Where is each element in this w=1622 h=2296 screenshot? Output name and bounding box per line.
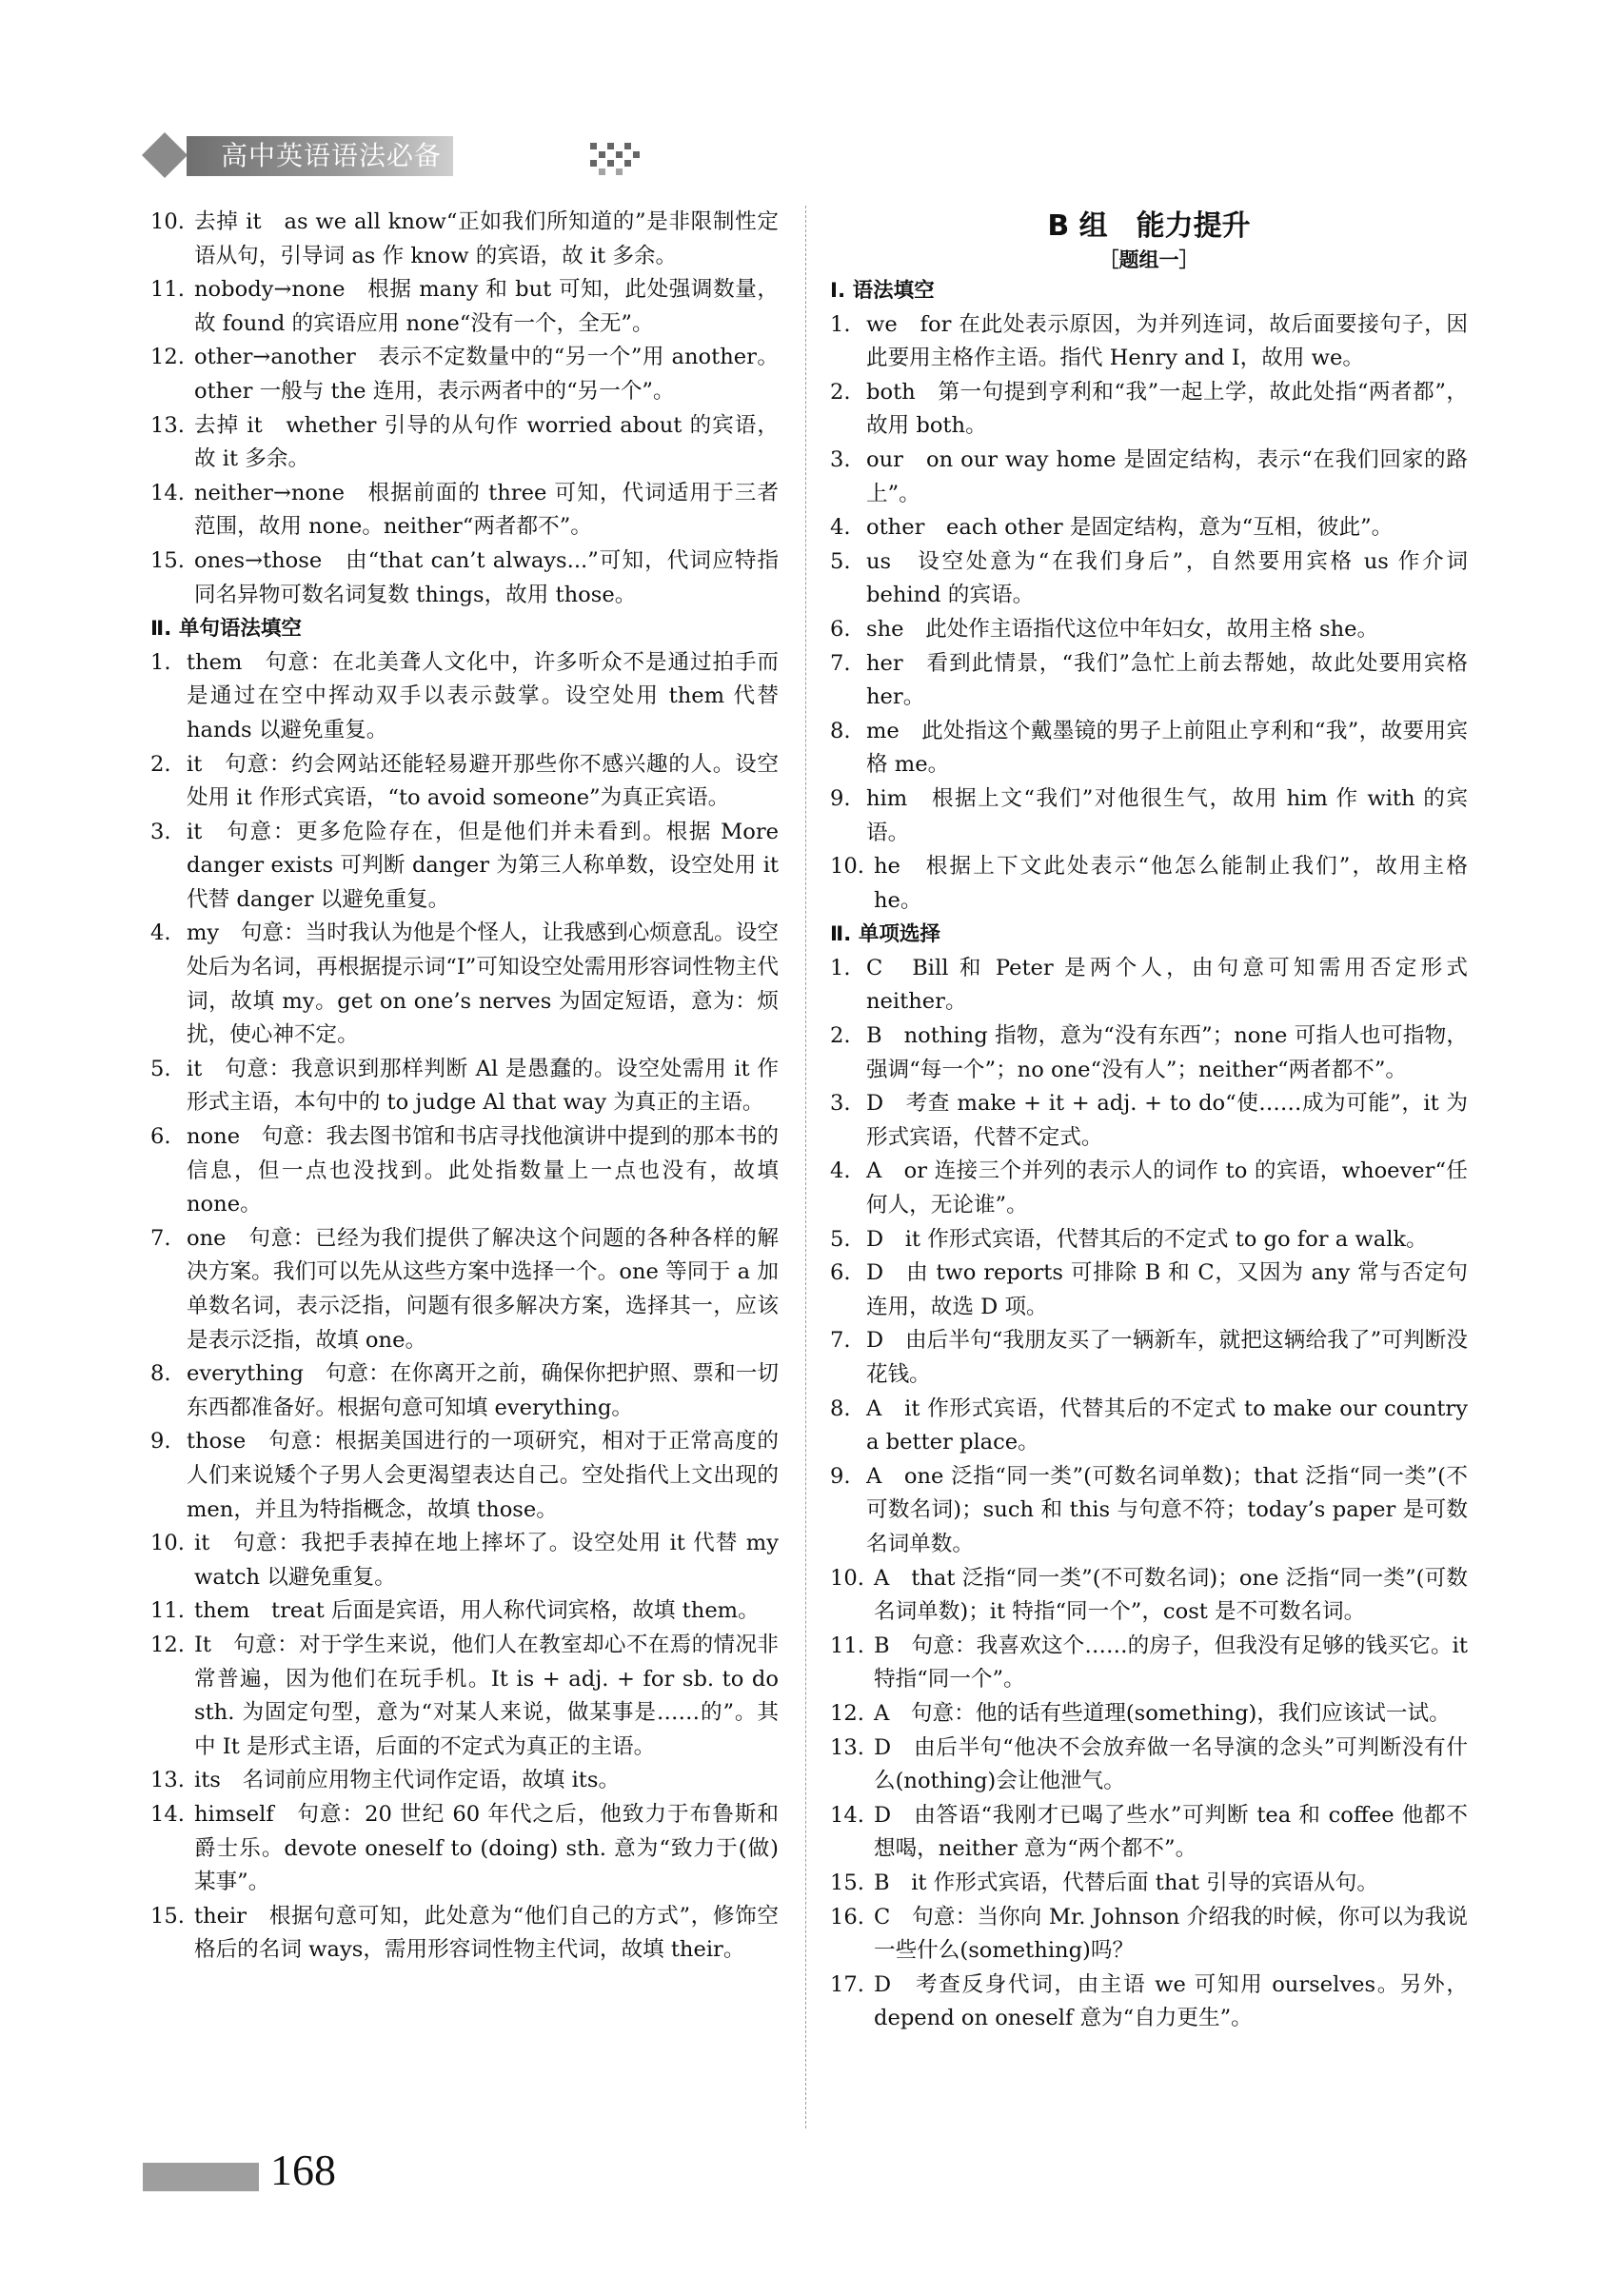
item-number: 4.	[830, 1158, 851, 1184]
answer-item	[830, 1799, 1468, 1867]
item-number: 2.	[830, 379, 851, 405]
item-number: 11.	[150, 277, 185, 303]
page-number: 168	[270, 2146, 336, 2194]
item-number: 7.	[150, 1225, 171, 1251]
answer-item	[150, 544, 779, 612]
item-text: neither→none 根据前面的 three 可知，代词适用于三者范围，故用 none。neither“两者都不”。	[194, 480, 779, 540]
item-text: both 第一句提到亨利和“我”一起上学，故此处指“两者都”，故用 both。	[866, 379, 1468, 439]
item-text: those 句意：根据美国进行的一项研究，相对于正常高度的人们来说矮个子男人会更渴望表达自己。空处指代上文出现的 men，并且为特指概念，故填 those。	[187, 1429, 779, 1522]
item-text: my 句意：当时我认为他是个怪人，让我感到心烦意乱。设空处后为名词，再根据提示词“I”可知设空处需用形容词性物主代词，故填 my。get on one’s nerves 为固定短语，意为：烦扰，使心神不定。	[187, 920, 779, 1048]
item-text: other each other 是固定结构，意为“互相，彼此”。	[866, 515, 1394, 541]
item-text: she 此处作主语指代这位中年妇女，故用主格 she。	[866, 616, 1379, 642]
item-text: their 根据句意可知，此处意为“他们自己的方式”，修饰空格后的名词 ways，需用形容词性物主代词，故填 their。	[194, 1903, 779, 1963]
group-subtitle: ［题组一］	[1098, 247, 1199, 271]
answer-item	[830, 1019, 1468, 1087]
item-number: 3.	[150, 819, 171, 844]
book-title: 高中英语语法必备	[221, 140, 443, 171]
item-number: 10.	[150, 1531, 185, 1556]
item-text: we for 在此处表示原因，为并列连词，故后面要接句子，因此要用主格作主语。指代 Henry and I，故用 we。	[866, 311, 1468, 371]
item-text: C 句意：当你向 Mr. Johnson 介绍我的时候，你可以为我说一些什么(something)吗？	[874, 1904, 1468, 1964]
item-number: 7.	[830, 1328, 851, 1354]
item-number: 10.	[830, 1565, 864, 1591]
footer-bar	[143, 2163, 259, 2191]
checker-pattern-icon	[590, 139, 647, 173]
answer-item	[830, 1257, 1468, 1324]
answer-item	[150, 1120, 779, 1222]
column-divider	[805, 206, 806, 2128]
answer-item	[830, 511, 1468, 545]
item-number: 8.	[830, 718, 851, 743]
item-number: 15.	[830, 1870, 864, 1895]
answer-item	[150, 1900, 779, 1968]
item-number: 13.	[150, 1768, 185, 1793]
section-heading-multiple-choice: Ⅱ. 单项选择	[830, 922, 940, 947]
answer-item	[150, 748, 779, 816]
item-text: our on our way home 是固定结构，表示“在我们回家的路上”。	[866, 446, 1468, 506]
answer-list-d	[830, 952, 1468, 2036]
answer-list-c	[830, 308, 1468, 919]
answer-item	[830, 1155, 1468, 1222]
item-number: 12.	[830, 1700, 864, 1726]
item-number: 4.	[830, 515, 851, 541]
item-number: 4.	[150, 920, 171, 946]
answer-item	[830, 1562, 1468, 1630]
item-number: 3.	[830, 1091, 851, 1117]
item-text: him 根据上文“我们”对他很生气，故用 him 作 with 的宾语。	[866, 785, 1468, 845]
item-text: it 句意：我把手表掉在地上摔坏了。设空处用 it 代替 my watch 以避免重复。	[194, 1531, 779, 1590]
item-text: A that 泛指“同一类”(不可数名词)；one 泛指“同一类”(可数名词单数)；it 特指“同一个”，cost 是不可数名词。	[874, 1565, 1468, 1625]
diamond-icon	[142, 132, 188, 178]
item-number: 6.	[150, 1124, 171, 1150]
item-number: 8.	[150, 1361, 171, 1387]
item-number: 14.	[150, 1801, 185, 1827]
answer-list-b	[150, 646, 779, 1968]
answer-item	[150, 273, 779, 341]
answer-item	[830, 647, 1468, 715]
item-number: 11.	[150, 1598, 185, 1624]
item-number: 1.	[150, 649, 171, 675]
item-number: 1.	[830, 955, 851, 980]
answer-item	[150, 1527, 779, 1594]
item-text: B 句意：我喜欢这个……的房子，但我没有足够的钱买它。it 特指“同一个”。	[874, 1633, 1468, 1692]
item-number: 10.	[150, 209, 185, 234]
answer-item	[150, 816, 779, 918]
item-text: them treat 后面是宾语，用人称代词宾格，故填 them。	[194, 1598, 760, 1624]
item-text: 去掉 it whether 引导的从句作 worried about 的宾语，故 it 多余。	[194, 412, 779, 472]
item-text: It 句意：对于学生来说，他们人在教室却心不在焉的情况非常普遍，因为他们在玩手机。It is + adj. + for sb. to do sth. 为固定句型，意为“对某人来说，做某事是……的”。其中 It 是形式主语，后面的不定式为真正的主语。	[194, 1632, 779, 1759]
item-text: none 句意：我去图书馆和书店寻找他演讲中提到的那本书的信息，但一点也没找到。此处指数量上一点也没有，故填 none。	[187, 1124, 779, 1217]
answer-item	[830, 1630, 1468, 1697]
item-text: one 句意：已经为我们提供了解决这个问题的各种各样的解决方案。我们可以先从这些方案中选择一个。one 等同于 a 加单数名词，表示泛指，问题有很多解决方案，选择其一，应该是表示泛指，故填 one。	[187, 1225, 779, 1353]
section-heading-grammar-fill: Ⅰ. 语法填空	[830, 279, 935, 303]
item-number: 2.	[150, 751, 171, 777]
answer-item	[830, 376, 1468, 444]
item-text: ones→those 由“that can’t always...”可知，代词应特指同名异物可数名词复数 things，故用 those。	[194, 547, 779, 607]
answer-item	[830, 952, 1468, 1019]
item-number: 15.	[150, 1903, 185, 1929]
answer-item	[150, 1425, 779, 1527]
answer-item	[830, 1697, 1468, 1732]
item-text: them 句意：在北美聋人文化中，许多听众不是通过拍手而是通过在空中挥动双手以表示鼓掌。设空处用 them 代替 hands 以避免重复。	[187, 649, 779, 742]
answer-item	[830, 1460, 1468, 1562]
item-number: 5.	[830, 548, 851, 574]
item-text: D 由后半句“我朋友买了一辆新车，就把这辆给我了”可判断没花钱。	[866, 1328, 1468, 1387]
item-text: 去掉 it as we all know“正如我们所知道的”是非限制性定语从句，引导词 as 作 know 的宾语，故 it 多余。	[194, 209, 779, 268]
answer-item	[830, 850, 1468, 918]
item-text: himself 句意：20 世纪 60 年代之后，他致力于布鲁斯和爵士乐。devote oneself to (doing) sth. 意为“致力于(做)某事”。	[194, 1801, 779, 1895]
item-text: nobody→none 根据 many 和 but 可知，此处强调数量，故 found 的宾语应用 none“没有一个，全无”。	[194, 277, 779, 336]
item-text: me 此处指这个戴墨镜的男子上前阻止亨利和“我”，故要用宾格 me。	[866, 718, 1468, 778]
item-text: D 由答语“我刚才已喝了些水”可判断 tea 和 coffee 他都不想喝，neither 意为“两个都不”。	[874, 1802, 1468, 1862]
answer-item	[830, 715, 1468, 782]
item-number: 6.	[830, 1260, 851, 1286]
answer-item	[150, 1053, 779, 1120]
answer-item	[830, 782, 1468, 850]
section-heading-single-fill: Ⅱ. 单句语法填空	[150, 617, 302, 642]
answer-item	[830, 1901, 1468, 1969]
answer-item	[150, 917, 779, 1052]
item-number: 8.	[830, 1395, 851, 1421]
item-text: D 考查 make + it + adj. + to do“使……成为可能”，it 为形式宾语，代替不定式。	[866, 1091, 1468, 1150]
item-number: 14.	[150, 480, 185, 505]
answer-item	[830, 545, 1468, 613]
answer-item	[150, 1357, 779, 1425]
answer-item	[830, 1087, 1468, 1155]
answer-item	[830, 1324, 1468, 1392]
item-number: 9.	[830, 1463, 851, 1489]
answer-list-a	[150, 206, 779, 612]
item-text: he 根据上下文此处表示“他怎么能制止我们”，故用主格 he。	[874, 854, 1468, 913]
answer-item	[150, 646, 779, 748]
item-text: other→another 表示不定数量中的“另一个”用 another。other 一般与 the 连用，表示两者中的“另一个”。	[194, 345, 779, 404]
item-number: 17.	[830, 1971, 864, 1997]
item-text: its 名词前应用物主代词作定语，故填 its。	[194, 1768, 621, 1793]
answer-item	[150, 206, 779, 273]
item-text: D 考查反身代词，由主语 we 可知用 ourselves。另外，depend on oneself 意为“自力更生”。	[874, 1971, 1468, 2031]
item-text: A 句意：他的话有些道理(something)，我们应该试一试。	[874, 1700, 1451, 1726]
answer-item	[830, 613, 1468, 647]
answer-item	[150, 1594, 779, 1629]
item-number: 11.	[830, 1633, 864, 1658]
item-text: D 由后半句“他决不会放弃做一名导演的念头”可判断没有什么(nothing)会让他泄气。	[874, 1734, 1468, 1794]
answer-item	[150, 1629, 779, 1764]
right-column	[830, 206, 1468, 2036]
item-number: 9.	[830, 785, 851, 811]
item-text: A one 泛指“同一类”(可数名词单数)；that 泛指“同一类”(不可数名词)；such 和 this 与句意不符；today’s paper 是可数名词单数。	[866, 1463, 1468, 1556]
item-text: C Bill 和 Peter 是两个人，由句意可知需用否定形式 neither。	[866, 955, 1468, 1015]
item-text: A or 连接三个并列的表示人的词作 to 的宾语，whoever“任何人，无论谁”。	[866, 1158, 1468, 1218]
answer-item	[150, 1798, 779, 1900]
item-text: D 由 two reports 可排除 B 和 C，又因为 any 常与否定句连用，故选 D 项。	[866, 1260, 1468, 1319]
item-number: 13.	[150, 412, 185, 438]
answer-item	[150, 409, 779, 477]
item-number: 1.	[830, 311, 851, 337]
answer-item	[150, 1222, 779, 1357]
item-text: her 看到此情景，“我们”急忙上前去帮她，故此处要用宾格 her。	[866, 650, 1468, 710]
answer-item	[830, 1223, 1468, 1257]
item-number: 13.	[830, 1734, 864, 1760]
item-number: 6.	[830, 616, 851, 642]
item-text: everything 句意：在你离开之前，确保你把护照、票和一切东西都准备好。根据句意可知填 everything。	[187, 1361, 779, 1420]
item-number: 12.	[150, 1632, 185, 1657]
item-text: B it 作形式宾语，代替后面 that 引导的宾语从句。	[874, 1870, 1378, 1895]
item-text: B nothing 指物，意为“没有东西”；none 可指人也可指物，强调“每一个”；no one“没有人”；neither“两者都不”。	[866, 1023, 1468, 1082]
item-number: 9.	[150, 1429, 171, 1455]
answer-item	[830, 1867, 1468, 1901]
item-number: 5.	[150, 1056, 171, 1081]
item-number: 2.	[830, 1023, 851, 1049]
item-text: D it 作形式宾语，代替其后的不定式 to go for a walk。	[866, 1226, 1428, 1252]
item-text: A it 作形式宾语，代替其后的不定式 to make our country a better place。	[866, 1395, 1468, 1455]
item-text: it 句意：我意识到那样判断 Al 是愚蠢的。设空处需用 it 作形式主语，本句中的 to judge Al that way 为真正的主语。	[187, 1056, 779, 1116]
answer-item	[150, 1764, 779, 1798]
answer-item	[830, 1393, 1468, 1460]
group-title: B 组 能力提升	[1047, 209, 1251, 243]
answer-item	[150, 477, 779, 544]
left-column	[150, 206, 779, 1968]
item-number: 15.	[150, 547, 185, 573]
item-text: it 句意：约会网站还能轻易避开那些你不感兴趣的人。设空处用 it 作形式宾语，“to avoid someone”为真正宾语。	[187, 751, 779, 811]
answer-item	[150, 341, 779, 408]
item-text: us 设空处意为“在我们身后”，自然要用宾格 us 作介词 behind 的宾语。	[866, 548, 1468, 608]
item-number: 7.	[830, 650, 851, 676]
answer-item	[830, 308, 1468, 376]
answer-item	[830, 1732, 1468, 1799]
item-number: 14.	[830, 1802, 864, 1828]
answer-item	[830, 1969, 1468, 2036]
item-number: 10.	[830, 854, 864, 880]
answer-item	[830, 444, 1468, 511]
item-number: 12.	[150, 345, 185, 370]
item-number: 16.	[830, 1904, 864, 1930]
item-number: 3.	[830, 446, 851, 472]
item-number: 5.	[830, 1226, 851, 1252]
item-text: it 句意：更多危险存在，但是他们并未看到。根据 More danger exists 可判断 danger 为第三人称单数，设空处用 it 代替 danger 以避免重复。	[187, 819, 779, 912]
